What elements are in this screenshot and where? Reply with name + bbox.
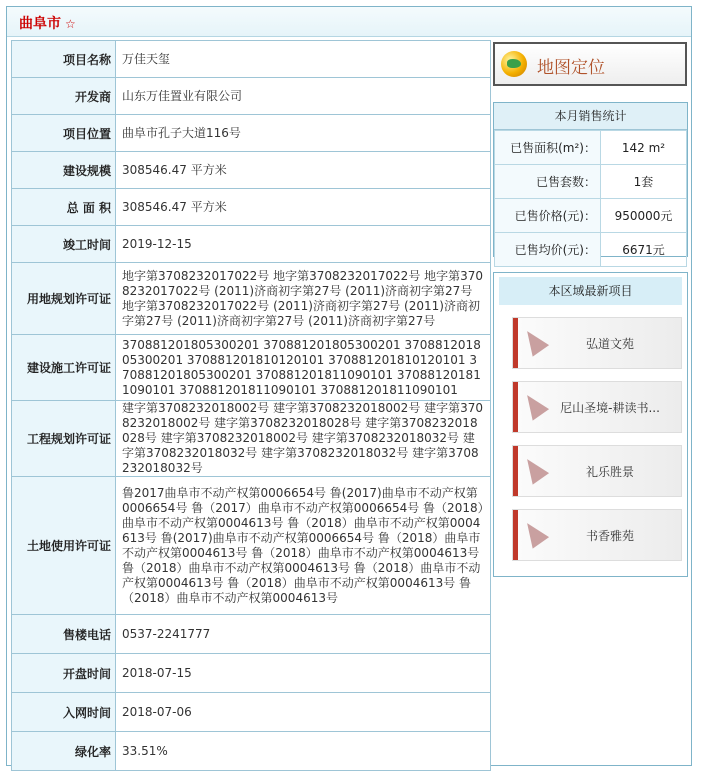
stats-value-sold-area: 142 m² bbox=[601, 131, 687, 165]
value-listing-date: 2018-07-06 bbox=[116, 693, 491, 732]
map-location-button[interactable] bbox=[493, 42, 687, 86]
label-location: 项目位置 bbox=[12, 115, 116, 152]
project-info-table bbox=[11, 40, 491, 771]
row-opening-date bbox=[12, 654, 491, 693]
label-sales-phone: 售楼电话 bbox=[12, 615, 116, 654]
value-land-planning-permit: 地字第3708232017022号 地字第3708232017022号 地字第3708232017022号 (2011)济商初字第27号 (2011)济商初字第27号 地字第3708232017022号 (2011)济商初字第27号 (2011)济商初字第27号 (2011)济商初字第27号 (2011)济商初字第27号 bbox=[116, 263, 491, 335]
row-total-area bbox=[12, 189, 491, 226]
stats-value-sold-units: 1套 bbox=[601, 165, 687, 199]
row-construction-permit bbox=[12, 335, 491, 401]
value-total-area: 308546.47 平方米 bbox=[116, 189, 491, 226]
stats-row-sold-price bbox=[495, 199, 687, 233]
sales-stats-table bbox=[494, 130, 687, 267]
stats-label-sold-units: 已售套数： bbox=[495, 165, 601, 199]
project-name[interactable]: 礼乐胜景 bbox=[585, 465, 634, 479]
row-engineering-permit bbox=[12, 401, 491, 477]
globe-icon bbox=[501, 51, 527, 77]
row-green-rate bbox=[12, 732, 491, 771]
value-location: 曲阜市孔子大道116号 bbox=[116, 115, 491, 152]
row-land-planning-permit bbox=[12, 263, 491, 335]
stats-value-avg-price: 6671元 bbox=[601, 233, 687, 267]
label-listing-date: 入网时间 bbox=[12, 693, 116, 732]
label-total-area: 总 面 积 bbox=[12, 189, 116, 226]
stats-row-avg-price bbox=[495, 233, 687, 267]
value-opening-date: 2018-07-15 bbox=[116, 654, 491, 693]
stats-value-sold-price: 950000元 bbox=[601, 199, 687, 233]
row-completion-date bbox=[12, 226, 491, 263]
monthly-sales-stats bbox=[493, 102, 688, 257]
stats-label-sold-price: 已售价格(元)： bbox=[495, 199, 601, 233]
row-land-use-permit bbox=[12, 477, 491, 615]
value-project-name: 万佳天玺 bbox=[116, 41, 491, 78]
stats-row-sold-units bbox=[495, 165, 687, 199]
map-location-label: 地图定位 bbox=[537, 58, 605, 78]
value-completion-date: 2019-12-15 bbox=[116, 226, 491, 263]
value-land-use-permit: 鲁2017曲阜市不动产权第0006654号 鲁(2017)曲阜市不动产权第0006654号 鲁（2017）曲阜市不动产权第0006654号 鲁（2018）曲阜市不动产权第0004613号 鲁（2018）曲阜市不动产权第0004613号 鲁(2017)曲阜市不动产权第0006654号 鲁（2018）曲阜市不动产权第0004613号 鲁（2018）曲阜市不动产权第0004613号 鲁（2018）曲阜市不动产权第0004613号 鲁（2018）曲阜市不动产权第0004613号 鲁（2018）曲阜市不动产权第0004613号 鲁（2018）曲阜市不动产权第0004613号 bbox=[116, 477, 491, 615]
label-engineering-permit: 工程规划许可证 bbox=[12, 401, 116, 477]
label-construction-permit: 建设施工许可证 bbox=[12, 335, 116, 401]
project-name[interactable]: 书香雅苑 bbox=[585, 529, 634, 543]
latest-projects-title: 本区域最新项目 bbox=[499, 277, 682, 305]
row-project-name bbox=[12, 41, 491, 78]
project-name[interactable]: 尼山圣境-耕读书... bbox=[560, 401, 660, 415]
label-opening-date: 开盘时间 bbox=[12, 654, 116, 693]
row-sales-phone bbox=[12, 615, 491, 654]
row-build-scale bbox=[12, 152, 491, 189]
label-land-use-permit: 土地使用许可证 bbox=[12, 477, 116, 615]
label-green-rate: 绿化率 bbox=[12, 732, 116, 771]
label-build-scale: 建设规模 bbox=[12, 152, 116, 189]
value-engineering-permit: 建字第3708232018002号 建字第3708232018002号 建字第3708232018002号 建字第3708232018028号 建字第3708232018028号 建字第3708232018002号 建字第3708232018032号 建字第3708232018032号 建字第3708232018032号 建字第3708232018032号 bbox=[116, 401, 491, 477]
star-icon[interactable]: ☆ bbox=[65, 17, 76, 31]
header-bar bbox=[7, 7, 691, 37]
value-build-scale: 308546.47 平方米 bbox=[116, 152, 491, 189]
row-listing-date bbox=[12, 693, 491, 732]
value-construction-permit: 370881201805300201 370881201805300201 370881201805300201 370881201810120101 370881201810120101 370881201805300201 370881201811090101 370881201811090101 370881201811090101 370881201811090101 bbox=[116, 335, 491, 401]
sales-stats-title: 本月销售统计 bbox=[494, 103, 687, 130]
project-card-hongdao[interactable] bbox=[512, 317, 682, 369]
city-name[interactable]: 曲阜市 bbox=[19, 16, 61, 32]
row-location bbox=[12, 115, 491, 152]
project-card-liyue[interactable] bbox=[512, 445, 682, 497]
label-developer: 开发商 bbox=[12, 78, 116, 115]
value-sales-phone: 0537-2241777 bbox=[116, 615, 491, 654]
label-land-planning-permit: 用地规划许可证 bbox=[12, 263, 116, 335]
value-developer: 山东万佳置业有限公司 bbox=[116, 78, 491, 115]
stats-label-sold-area: 已售面积(m²)： bbox=[495, 131, 601, 165]
project-card-nishan[interactable] bbox=[512, 381, 682, 433]
project-card-shuxiang[interactable] bbox=[512, 509, 682, 561]
stats-row-sold-area bbox=[495, 131, 687, 165]
label-completion-date: 竣工时间 bbox=[12, 226, 116, 263]
label-project-name: 项目名称 bbox=[12, 41, 116, 78]
project-name[interactable]: 弘道文苑 bbox=[585, 337, 634, 351]
latest-projects-panel bbox=[493, 272, 688, 577]
row-developer bbox=[12, 78, 491, 115]
city-title[interactable] bbox=[19, 13, 76, 33]
project-detail-panel bbox=[6, 6, 692, 766]
stats-label-avg-price: 已售均价(元)： bbox=[495, 233, 601, 267]
value-green-rate: 33.51% bbox=[116, 732, 491, 771]
